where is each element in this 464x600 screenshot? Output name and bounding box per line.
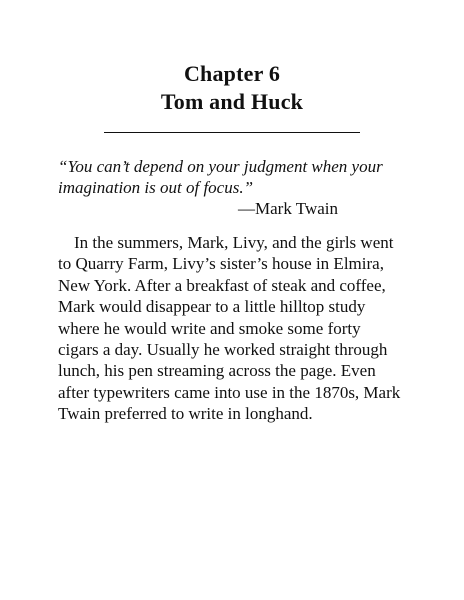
- paragraph-line: New York. After a breakfast of steak and coffee,: [58, 275, 386, 295]
- epigraph-attribution: —Mark Twain: [238, 199, 339, 218]
- paragraph-line: Mark would disappear to a little hilltop study: [58, 297, 366, 317]
- epigraph-quote-line: imagination is out of focus.”: [58, 178, 254, 197]
- epigraph-quote-line: “You can’t depend on your judgment when your: [58, 157, 383, 176]
- paragraph-line: lunch, his pen streaming across the page. Even: [58, 361, 376, 381]
- paragraph-line: after typewriters came into use in the 1870s, Mark: [58, 382, 401, 402]
- paragraph-line: to Quarry Farm, Livy’s sister’s house in Elmira,: [58, 254, 384, 274]
- paragraph-line: cigars a day. Usually he worked straight through: [58, 340, 388, 360]
- paragraph-line: Twain preferred to write in longhand.: [58, 404, 313, 424]
- chapter-title: Tom and Huck: [160, 89, 304, 114]
- epigraph: [58, 156, 418, 219]
- body-paragraph: [58, 232, 410, 425]
- chapter-heading: [0, 60, 464, 116]
- paragraph-line: where he would write and smoke some forty: [58, 318, 361, 338]
- heading-divider: [104, 132, 360, 133]
- paragraph-line: In the summers, Mark, Livy, and the girls went: [74, 233, 394, 252]
- chapter-number: Chapter 6: [183, 61, 281, 86]
